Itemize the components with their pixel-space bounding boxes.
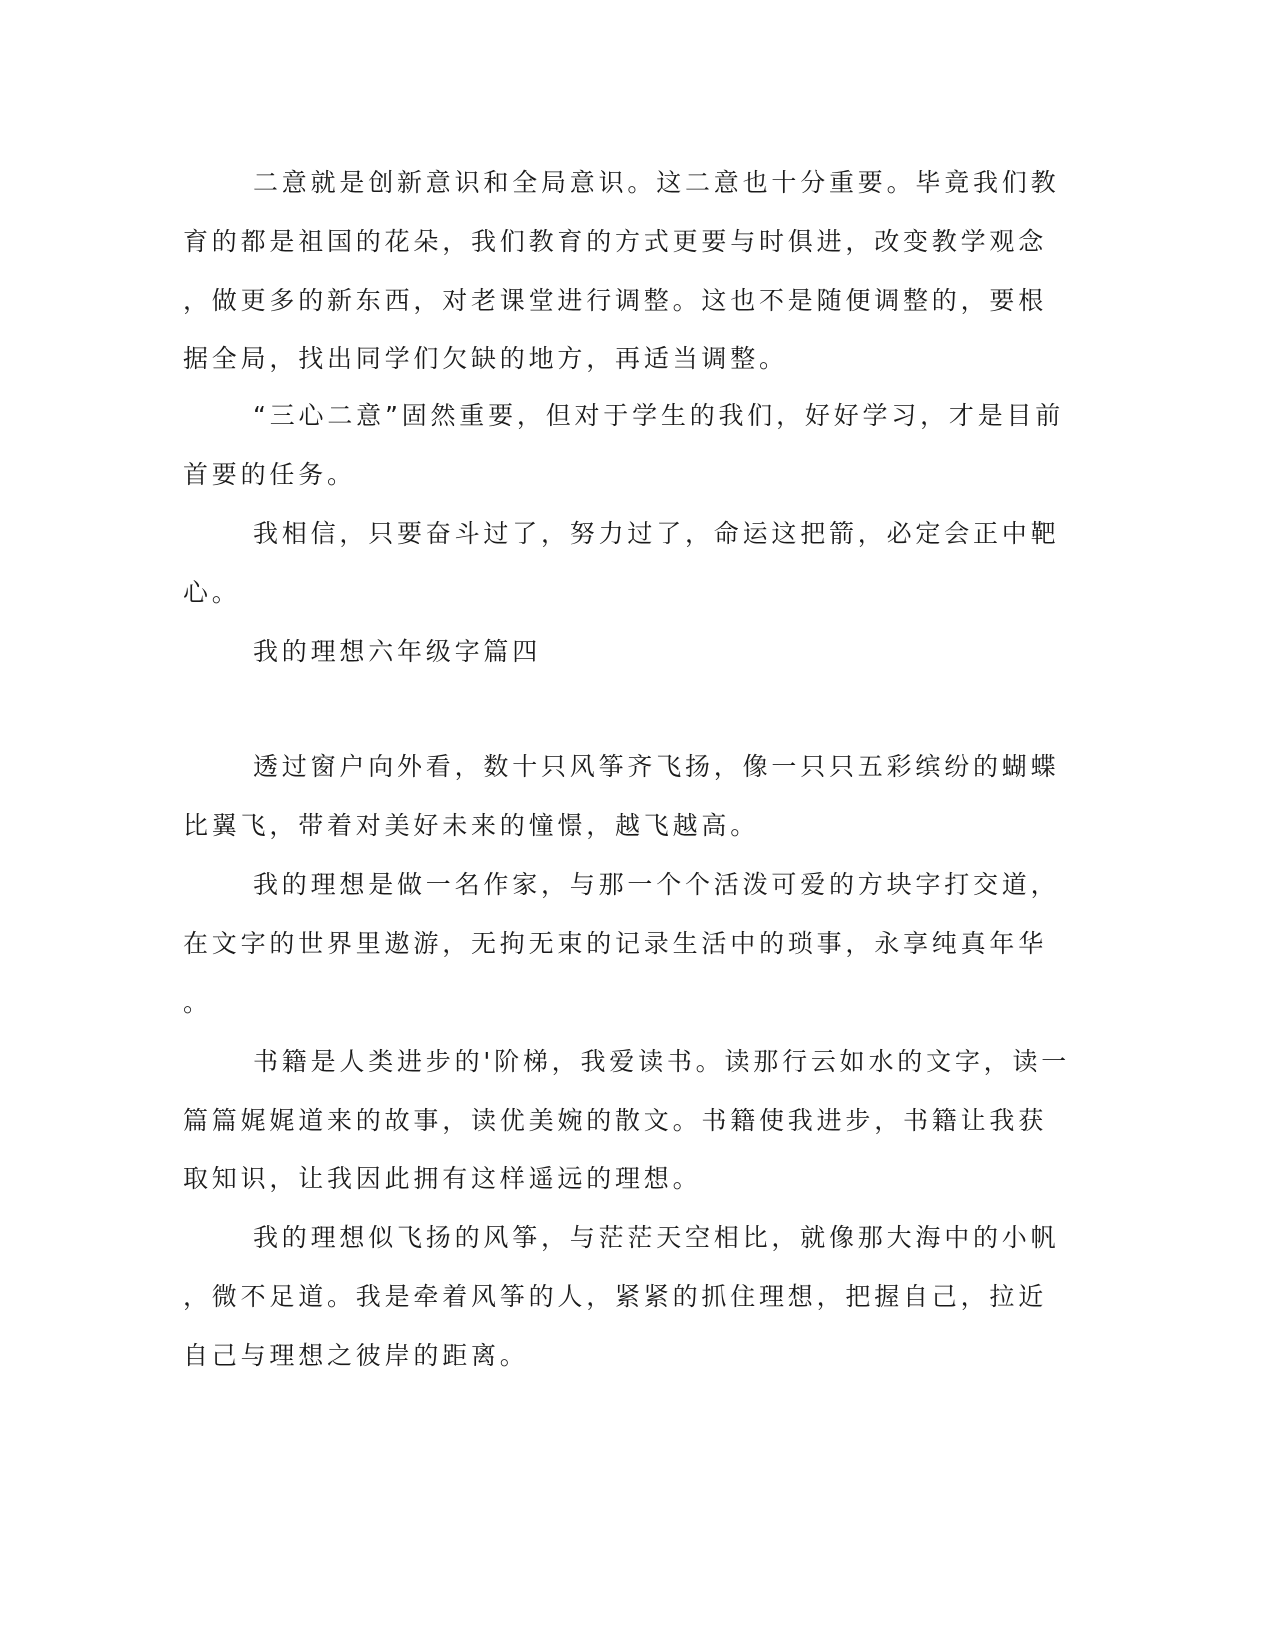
text-line: 。 — [183, 988, 212, 1017]
text-line: 透过窗户向外看，数十只风筝齐飞扬，像一只只五彩缤纷的蝴蝶 — [253, 752, 1060, 781]
text-line: 在文字的世界里遨游，无拘无束的记录生活中的琐事，永享纯真年华 — [183, 929, 1048, 958]
text-line: 心。 — [183, 578, 241, 607]
text-line: 二意就是创新意识和全局意识。这二意也十分重要。毕竟我们教 — [253, 168, 1060, 197]
text-line: 取知识，让我因此拥有这样遥远的理想。 — [183, 1164, 702, 1193]
text-line: 首要的任务。 — [183, 460, 356, 489]
text-line: 比翼飞，带着对美好未来的憧憬，越飞越高。 — [183, 811, 760, 840]
text-line: “三心二意”固然重要，但对于学生的我们，好好学习，才是目前 — [253, 401, 1065, 430]
text-line: 据全局，找出同学们欠缺的地方，再适当调整。 — [183, 344, 788, 373]
text-line: ，做更多的新东西，对老课堂进行调整。这也不是随便调整的，要根 — [183, 286, 1048, 315]
text-line: 育的都是祖国的花朵，我们教育的方式更要与时俱进，改变教学观念 — [183, 227, 1048, 256]
section-heading: 我的理想六年级字篇四 — [253, 637, 542, 666]
text-line: 我的理想似飞扬的风筝，与茫茫天空相比，就像那大海中的小帆 — [253, 1223, 1060, 1252]
text-line: 篇篇娓娓道来的故事，读优美婉的散文。书籍使我进步，书籍让我获 — [183, 1106, 1048, 1135]
text-line: 我相信，只要奋斗过了，努力过了，命运这把箭，必定会正中靶 — [253, 519, 1060, 548]
text-line: 我的理想是做一名作家，与那一个个活泼可爱的方块字打交道， — [253, 870, 1060, 899]
text-line: ，微不足道。我是牵着风筝的人，紧紧的抓住理想，把握自己，拉近 — [183, 1282, 1048, 1311]
text-line: 自己与理想之彼岸的距离。 — [183, 1341, 529, 1370]
text-line: 书籍是人类进步的'阶梯，我爱读书。读那行云如水的文字，读一 — [253, 1047, 1071, 1076]
